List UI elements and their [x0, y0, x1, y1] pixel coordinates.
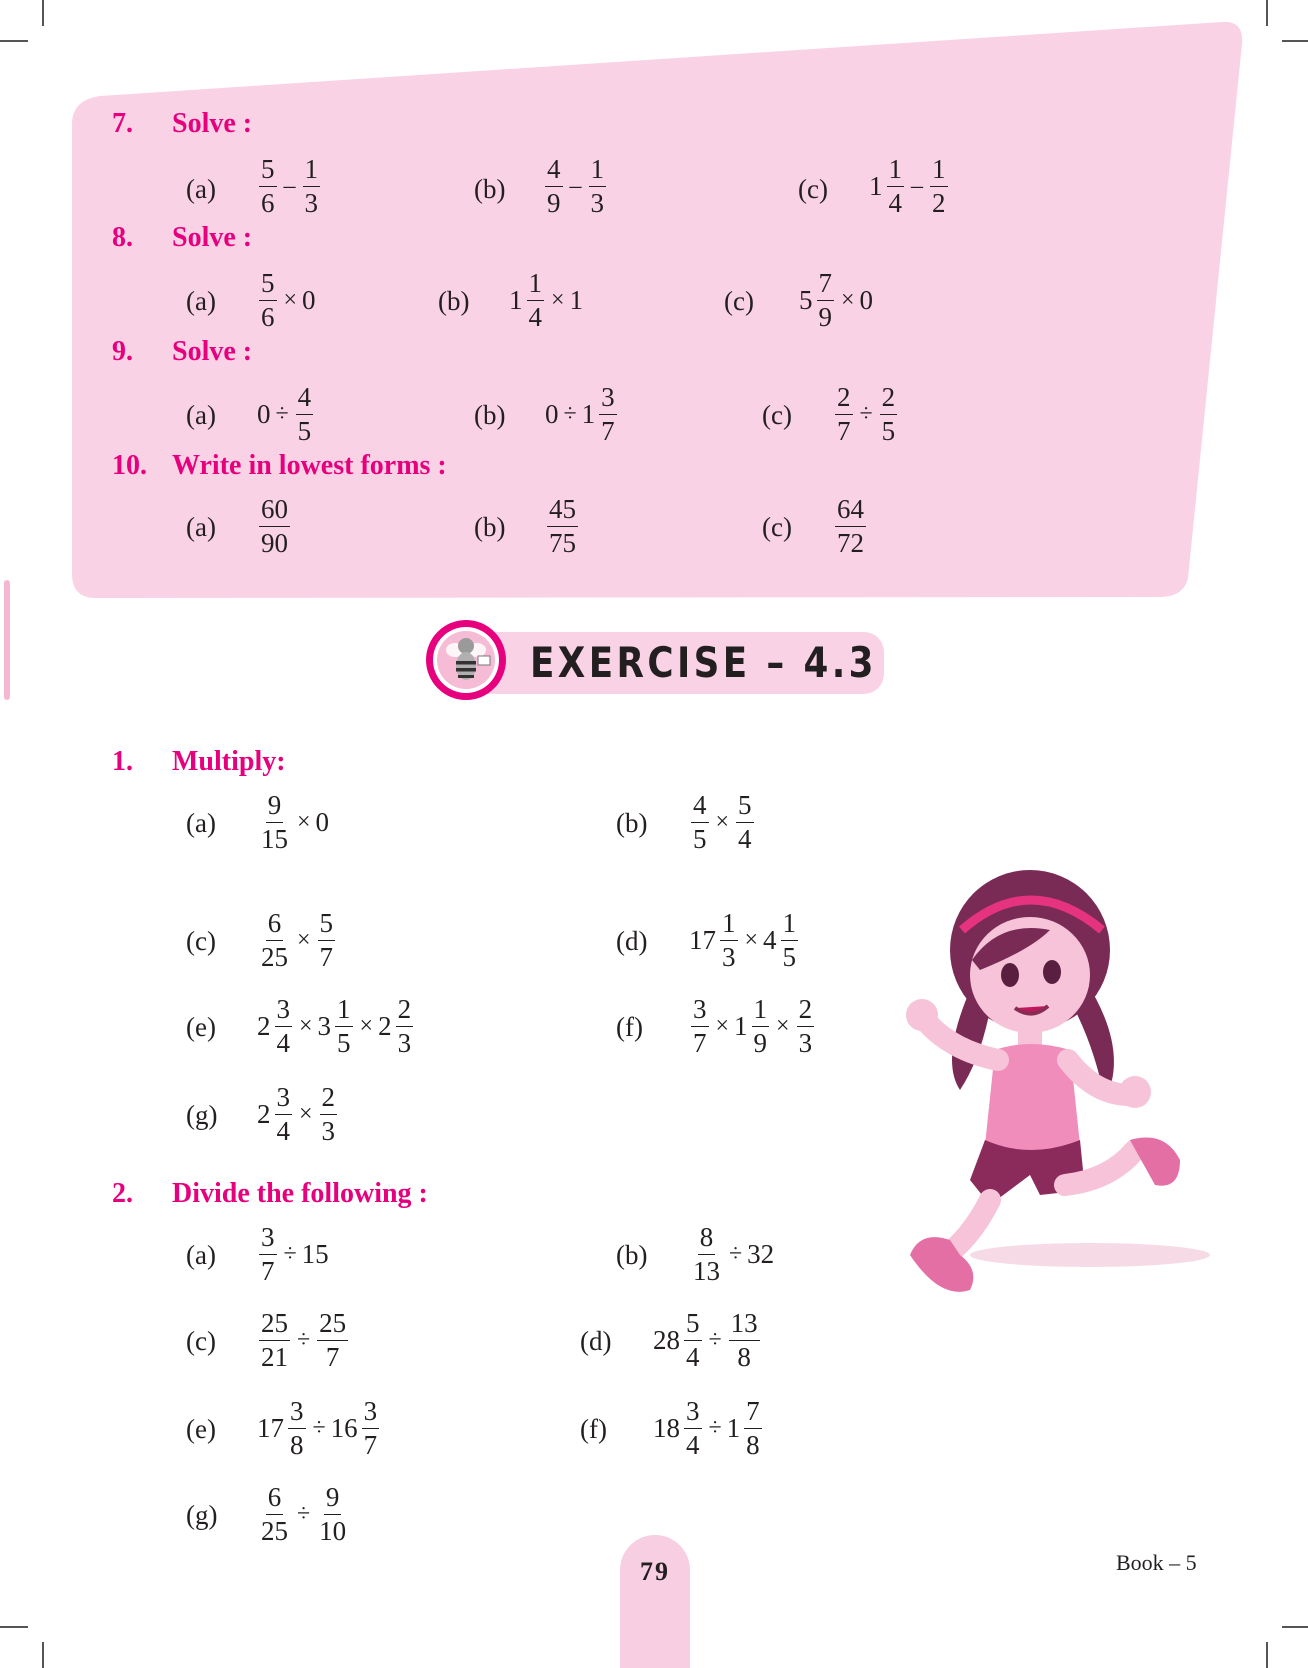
fraction: $\frac{2}{5}$	[881, 382, 896, 446]
question-title-9: Solve :	[172, 336, 253, 367]
fraction: $\frac{25}{7}$	[319, 1308, 347, 1372]
question-number-7: 7.	[112, 108, 133, 139]
expression-2f: 18 $\frac{3}{4}$ ÷ 1 $\frac{7}{8}$	[653, 1396, 760, 1460]
item-label: (a)	[186, 286, 216, 316]
fraction: $\frac{5}{4}$	[686, 1308, 700, 1372]
fraction: $\frac{5}{6}$	[261, 268, 275, 332]
question-title-8: Solve :	[172, 222, 253, 253]
expression-2e: 17 $\frac{3}{8}$ ÷ 16 $\frac{3}{7}$	[257, 1396, 378, 1460]
expression-10b	[544, 496, 581, 557]
expression-1b: $\frac{4}{5}$ × $\frac{5}{4}$	[693, 790, 752, 854]
expression-1g: 2 $\frac{3}{4}$ × $\frac{2}{3}$	[257, 1082, 336, 1146]
item-label: (a)	[186, 808, 216, 838]
fraction: $\frac{45}{75}$	[549, 494, 576, 558]
fraction: $\frac{5}{7}$	[319, 908, 334, 972]
fraction: $\frac{4}{5}$	[297, 382, 312, 446]
question-number-8: 8.	[112, 222, 133, 253]
edge-tab	[4, 580, 10, 700]
item-label: (c)	[798, 174, 828, 204]
expression-9c: $\frac{2}{7}$ ÷ $\frac{2}{5}$	[837, 382, 896, 446]
fraction: $\frac{2}{7}$	[837, 382, 851, 446]
fraction: $\frac{64}{72}$	[837, 494, 864, 558]
expression-8a: $\frac{5}{6}$ × 0	[261, 268, 316, 332]
review-panel	[72, 20, 1250, 600]
fraction: $\frac{25}{21}$	[261, 1308, 288, 1372]
fraction: $\frac{1}{5}$	[337, 994, 351, 1058]
item-label: (f)	[616, 1012, 643, 1042]
item-label: (b)	[474, 174, 506, 204]
fraction: $\frac{5}{6}$	[261, 154, 275, 218]
item-label: (c)	[762, 400, 792, 430]
question-number-2: 2.	[112, 1178, 133, 1209]
fraction: $\frac{1}{5}$	[782, 908, 797, 972]
fraction: $\frac{6}{25}$	[261, 908, 288, 972]
fraction: $\frac{1}{3}$	[590, 154, 604, 218]
item-label: (d)	[616, 926, 648, 956]
item-label: (b)	[474, 400, 506, 430]
item-label: (f)	[580, 1414, 607, 1444]
fraction: $\frac{2}{3}$	[321, 1082, 336, 1146]
item-label: (c)	[186, 1326, 216, 1356]
fraction: $\frac{1}{4}$	[888, 154, 902, 218]
book-label: Book – 5	[1116, 1550, 1197, 1575]
fraction: $\frac{6}{25}$	[261, 1482, 288, 1546]
fraction: $\frac{3}{7}$	[693, 994, 707, 1058]
fraction: $\frac{3}{7}$	[261, 1222, 275, 1286]
expression-8c: 5 $\frac{7}{9}$ × 0	[799, 268, 874, 332]
crop-mark	[0, 1626, 28, 1628]
fraction: $\frac{4}{5}$	[693, 790, 707, 854]
expression-7c: 1 $\frac{1}{4}$ – $\frac{1}{2}$	[869, 154, 946, 218]
question-title-1: Multiply:	[172, 746, 286, 777]
expression-9a: 0 ÷ $\frac{4}{5}$	[257, 382, 312, 446]
fraction: $\frac{1}{9}$	[753, 994, 768, 1058]
item-label: (b)	[616, 808, 648, 838]
expression-9b: 0 ÷ 1 $\frac{3}{7}$	[545, 382, 615, 446]
exercise-title: EXERCISE – 4.3	[530, 638, 877, 687]
fraction: $\frac{2}{3}$	[397, 994, 412, 1058]
item-label: (c)	[724, 286, 754, 316]
question-number-1: 1.	[112, 746, 133, 777]
fraction: $\frac{2}{3}$	[798, 994, 813, 1058]
page-number: 79	[640, 1557, 670, 1586]
item-label: (a)	[186, 174, 216, 204]
bee-icon	[424, 618, 508, 702]
expression-8b: 1 $\frac{1}{4}$ × 1	[509, 268, 584, 332]
fraction: $\frac{1}{4}$	[528, 268, 542, 332]
crop-mark	[42, 0, 44, 26]
item-label: (b)	[616, 1240, 648, 1270]
expression-1e: 2 $\frac{3}{4}$ × 3 $\frac{1}{5}$ × 2 $\frac{2}{3}$	[257, 994, 412, 1058]
item-label: (g)	[186, 1500, 218, 1530]
fraction: $\frac{3}{4}$	[276, 994, 290, 1058]
fraction: $\frac{1}{3}$	[722, 908, 736, 972]
item-label: (a)	[186, 512, 216, 542]
fraction: $\frac{1}{2}$	[932, 154, 946, 218]
item-label: (b)	[438, 286, 470, 316]
item-label: (d)	[580, 1326, 612, 1356]
item-label: (c)	[762, 512, 792, 542]
fraction: $\frac{8}{13}$	[693, 1222, 720, 1286]
fraction: $\frac{3}{8}$	[290, 1396, 304, 1460]
item-label: (a)	[186, 1240, 216, 1270]
expression-1d: 17 $\frac{1}{3}$ × 4 $\frac{1}{5}$	[689, 908, 797, 972]
item-label: (e)	[186, 1414, 216, 1444]
page-number-tab	[620, 1535, 690, 1668]
crop-mark	[1282, 40, 1308, 42]
fraction: $\frac{3}{4}$	[276, 1082, 290, 1146]
question-number-10: 10.	[112, 450, 147, 481]
fraction: $\frac{7}{9}$	[818, 268, 832, 332]
fraction: $\frac{9}{15}$	[261, 790, 288, 854]
item-label: (g)	[186, 1100, 218, 1130]
expression-2d: 28 $\frac{5}{4}$ ÷ $\frac{13}{8}$	[653, 1308, 758, 1372]
fraction: $\frac{3}{4}$	[686, 1396, 700, 1460]
fraction: $\frac{3}{7}$	[363, 1396, 378, 1460]
fraction: $\frac{13}{8}$	[730, 1308, 758, 1372]
item-label: (e)	[186, 1012, 216, 1042]
fraction: $\frac{7}{8}$	[746, 1396, 760, 1460]
crop-mark	[0, 40, 28, 42]
item-label: (a)	[186, 400, 216, 430]
crop-mark	[1266, 0, 1268, 26]
expression-7b: $\frac{4}{9}$ – $\frac{1}{3}$	[547, 154, 604, 218]
item-label: (b)	[474, 512, 506, 542]
fraction: $\frac{60}{90}$	[261, 494, 288, 558]
fraction: $\frac{1}{3}$	[304, 154, 318, 218]
expression-1c: $\frac{6}{25}$ × $\frac{5}{7}$	[261, 908, 334, 972]
fraction: $\frac{4}{9}$	[547, 154, 561, 218]
running-girl-illustration	[880, 860, 1230, 1310]
crop-mark	[42, 1642, 44, 1668]
fraction: $\frac{3}{7}$	[601, 382, 615, 446]
expression-10c	[832, 496, 869, 557]
question-number-9: 9.	[112, 336, 133, 367]
crop-mark	[1266, 1642, 1268, 1668]
question-title-2: Divide the following :	[172, 1178, 428, 1209]
expression-2c: $\frac{25}{21}$ ÷ $\frac{25}{7}$	[261, 1308, 347, 1372]
fraction: $\frac{5}{4}$	[738, 790, 752, 854]
question-title-7: Solve :	[172, 108, 253, 139]
question-title-10: Write in lowest forms :	[172, 450, 447, 481]
expression-2a: $\frac{3}{7}$ ÷ 15	[261, 1222, 329, 1286]
expression-10a	[256, 496, 293, 557]
expression-2g: $\frac{6}{25}$ ÷ $\frac{9}{10}$	[261, 1482, 347, 1546]
expression-7a: $\frac{5}{6}$ – $\frac{1}{3}$	[261, 154, 318, 218]
expression-2b: $\frac{8}{13}$ ÷ 32	[693, 1222, 775, 1286]
item-label: (c)	[186, 926, 216, 956]
crop-mark	[1282, 1626, 1308, 1628]
fraction: $\frac{9}{10}$	[319, 1482, 347, 1546]
expression-1a: $\frac{9}{15}$ × 0	[261, 790, 330, 854]
expression-1f: $\frac{3}{7}$ × 1 $\frac{1}{9}$ × $\frac{2}{3}$	[693, 994, 813, 1058]
